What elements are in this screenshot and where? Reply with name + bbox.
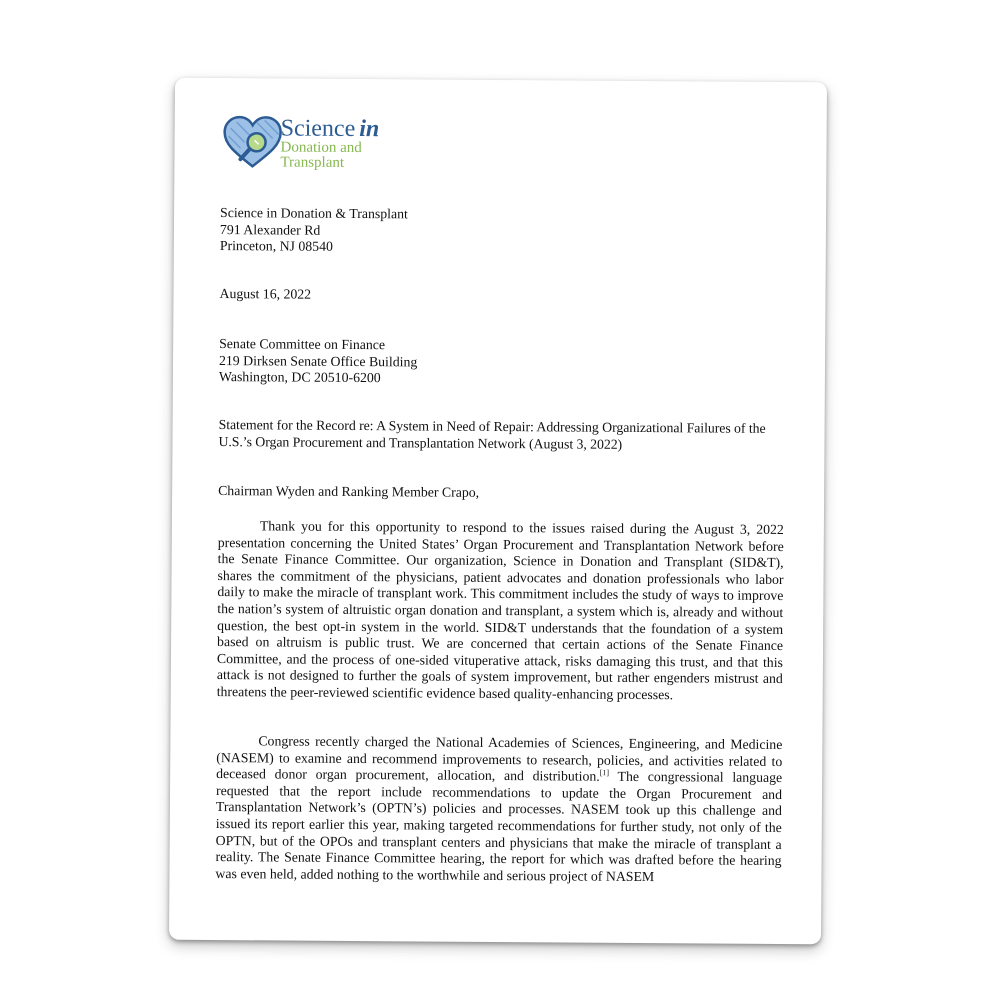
recipient-street: 219 Dirksen Senate Office Building bbox=[218, 352, 418, 370]
recipient-address bbox=[219, 336, 785, 390]
logo-word-science: Science bbox=[280, 115, 356, 142]
heart-magnifier-icon bbox=[220, 114, 284, 170]
recipient-name: Senate Committee on Finance bbox=[219, 336, 386, 353]
body-paragraph-2-part-2: The congressional language requested that the report include recommendations to update the Organ Procurement and Transplantation Network’s (OPTN’s) policies and processes. NASEM took up this challenge and issued its report earlier this year, making targeted recommendations for further study, not only of the OPTN, but of the OPOs and transplant centers and physicians that make the miracle of transplant a reality. The Senate Finance Committee hearing, the report for which was drafted before the hearing was even held, added nothing to the worthwhile and serious project of NASEM bbox=[215, 768, 783, 884]
subject-line: Statement for the Record re: A System in Need of Repair: Addressing Organizational Failures of the U.S.’s Organ Procurement and Transplantation Network (August 3, 2022) bbox=[218, 417, 766, 452]
sender-street: 791 Alexander Rd bbox=[219, 221, 321, 238]
footnote-marker[interactable]: [1] bbox=[599, 768, 610, 778]
sender-name: Science in Donation & Transplant bbox=[220, 205, 408, 222]
logo-line-transplant: Transplant bbox=[280, 154, 345, 171]
body-paragraph-1: Thank you for this opportunity to respond to the issues raised during the August 3, 2022 presentation concerning the United States’ Organ Procurement and Transplantation Network before the Senate Finance Committee. Our organization, Science in Donation and Transplant (SID&T), shares the commitment of the physicians, patient advocates and donation professionals who labor daily to make the miracle of transplant work. This commitment includes the study of ways to improve the nation’s system of altruistic organ donation and transplant, a system which is, already and without question, the best opt-in system in the world. SID&T understands that the foundation of a system based on altruism is public trust. We are concerned that certain actions of the Senate Finance Committee, and the process of one-sided vituperative attack, risks damaging this trust, and that this attack is not designed to further the goals of system improvement, but rather engenders mistrust and threatens the peer-reviewed scientific evidence based quality-enhancing processes. bbox=[216, 518, 784, 703]
recipient-city: Washington, DC 20510-6200 bbox=[218, 369, 381, 386]
letter-date: August 16, 2022 bbox=[219, 286, 312, 302]
sender-city: Princeton, NJ 08540 bbox=[219, 238, 333, 255]
letter-page bbox=[169, 78, 827, 945]
salutation: Chairman Wyden and Ranking Member Crapo, bbox=[218, 483, 480, 500]
body-paragraph-2 bbox=[215, 733, 782, 886]
logo-word-in: in bbox=[359, 116, 380, 143]
logo-line-donation: Donation and bbox=[280, 139, 362, 157]
body-paragraph-2-part-1: Congress recently charged the National Academies of Sciences, Engineering, and Medicine (NASEM) to examine and recommend improvements to research, policies, and activities related to deceased donor organ procurement, allocation, and distribution. bbox=[216, 733, 783, 784]
sender-address bbox=[220, 205, 786, 259]
organization-logo bbox=[220, 114, 379, 171]
